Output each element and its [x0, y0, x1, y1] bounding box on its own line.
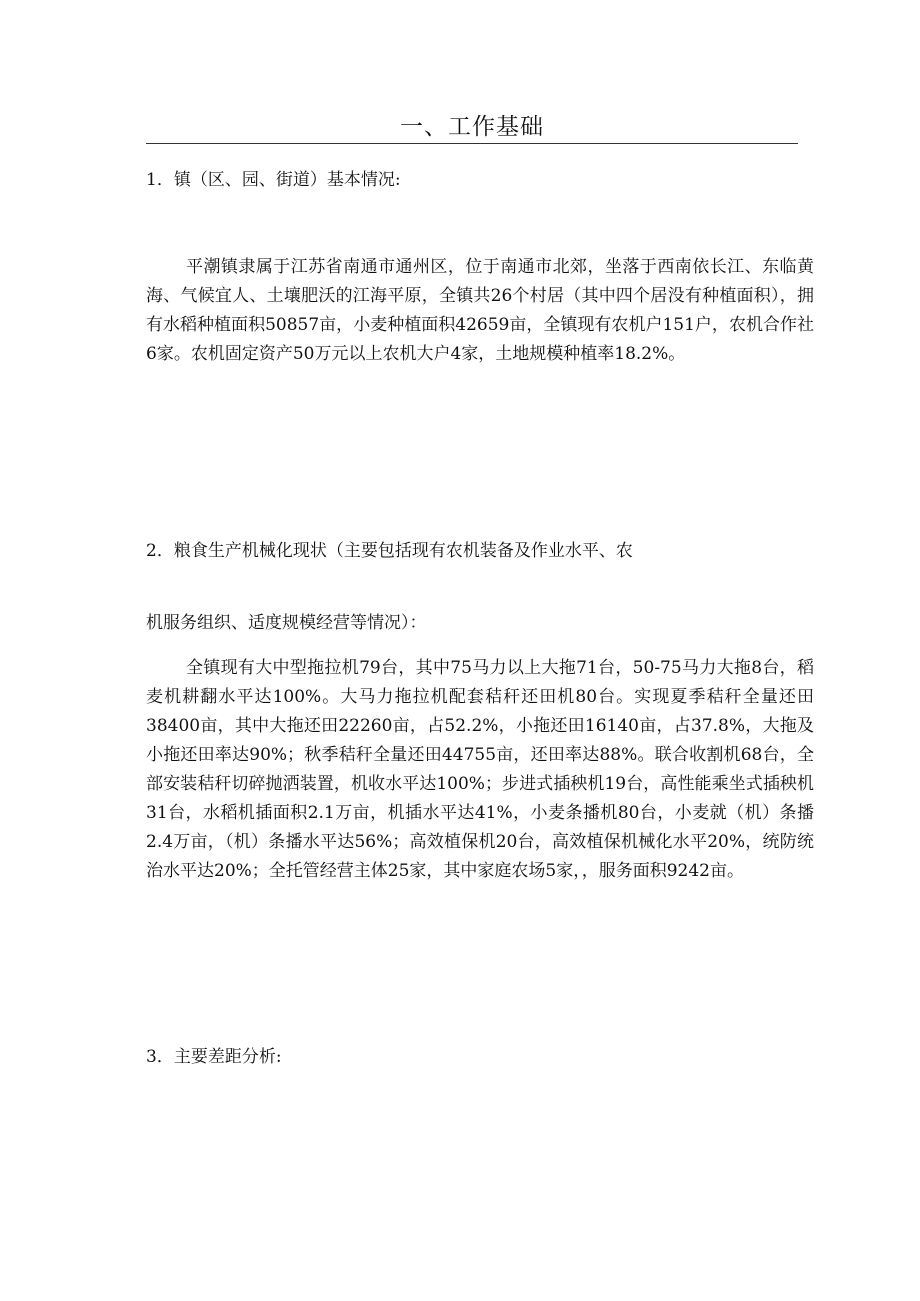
section-1-heading: 1．镇（区、园、街道）基本情况: — [146, 170, 401, 190]
section-2-heading-continued: 机服务组织、适度规模经营等情况）： — [146, 613, 427, 633]
section-2-heading: 2．粮食生产机械化现状（主要包括现有农机装备及作业水平、农 — [146, 541, 633, 561]
document-title: 一、工作基础 — [400, 114, 544, 140]
section-1-paragraph: 平潮镇隶属于江苏省南通市通州区，位于南通市北郊，坐落于西南依长江、东临黄海、气候宜人、土壤肥沃的江海平原，全镇共26个村居（其中四个居没有种植面积），拥有水稻种植面积50857亩，小麦种植面积42659亩，全镇现有农机户151户，农机合作社6家。农机固定资产50万元以上农机大户4家，土地规模种植率18.2%。 — [146, 257, 814, 364]
section-2-paragraph: 全镇现有大中型拖拉机79台，其中75马力以上大拖71台，50-75马力大拖8台，稻麦机耕翻水平达100%。大马力拖拉机配套秸秆还田机80台。实现夏季秸秆全量还田38400亩，其中大拖还田22260亩，占52.2%，小拖还田16140亩，占37.8%，大拖及小拖还田率达90%；秋季秸秆全量还田44755亩，还田率达88%。联合收割机68台，全部安装秸秆切碎抛洒装置，机收水平达100%；步进式插秧机19台，高性能乘坐式插秧机31台，水稻机插面积2.1万亩，机插水平达41%，小麦条播机80台，小麦就（机）条播2.4万亩，（机）条播水平达56%；高效植保机20台，高效植保机械化水平20%，统防统治水平达20%；全托管经营主体25家，其中家庭农场5家，，服务面积9242亩。 — [146, 658, 814, 881]
section-3-heading: 3．主要差距分析: — [146, 1047, 282, 1067]
title-underline — [146, 143, 798, 144]
